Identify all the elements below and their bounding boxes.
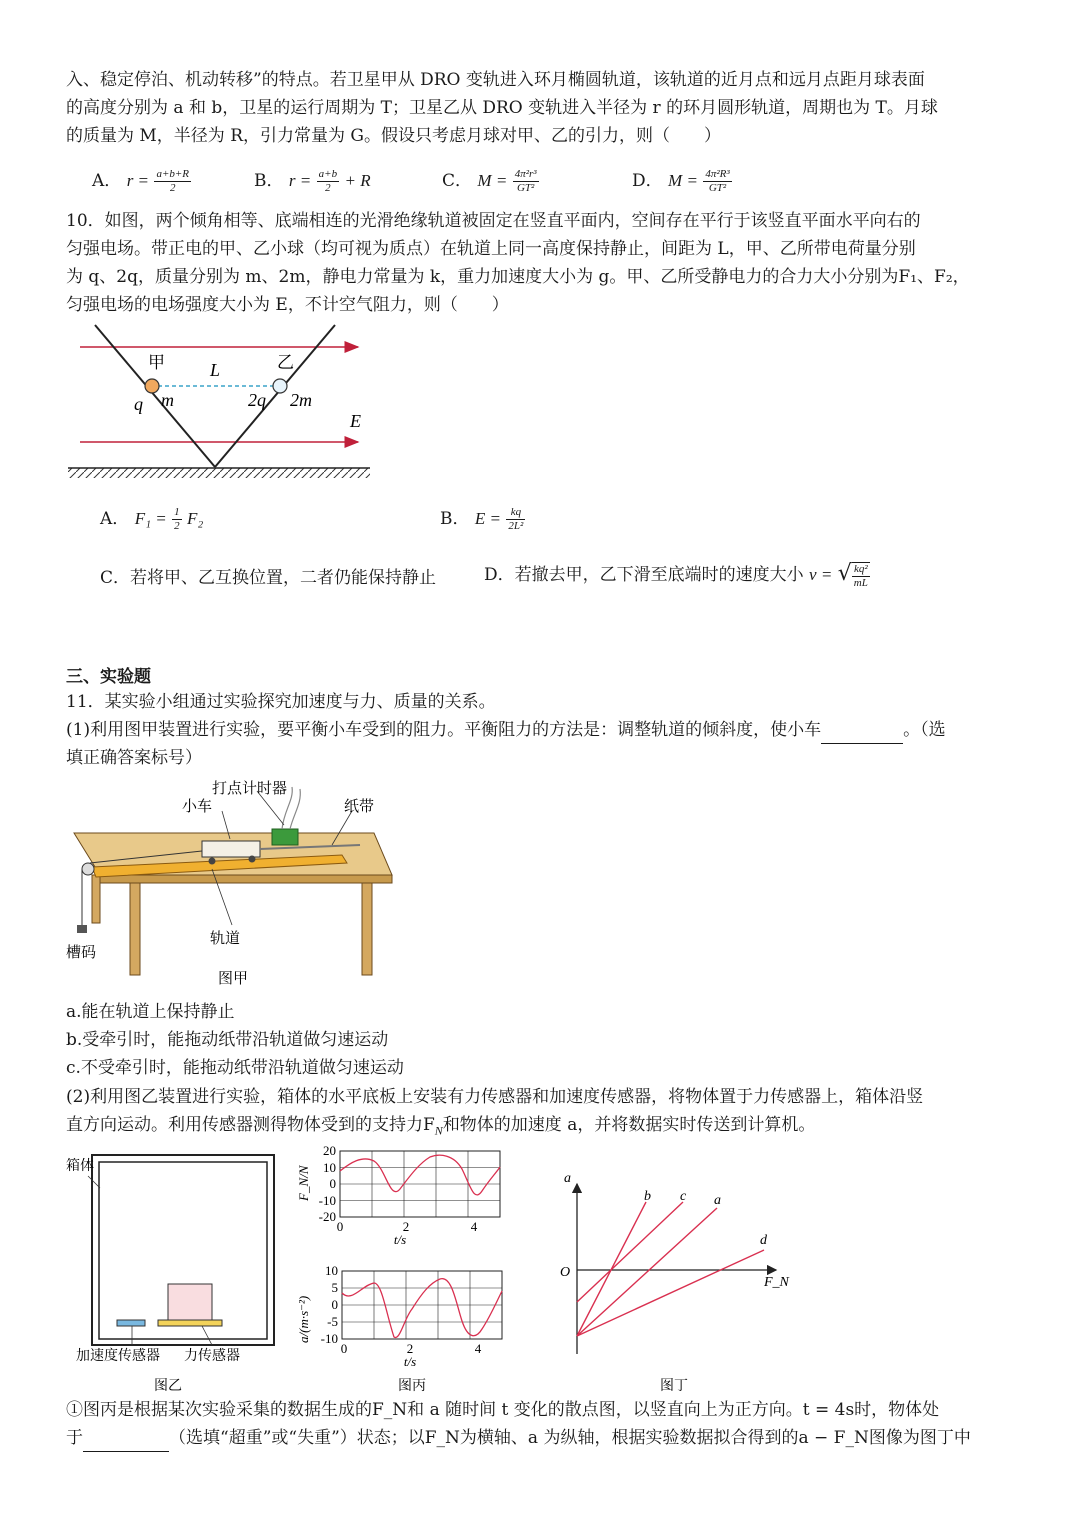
caption-bing: 图丙: [398, 1378, 426, 1394]
q9-line-1: 入、稳定停泊、机动转移”的特点。若卫星甲从 DRO 变轨进入环月椭圆轨道，该轨道的近月点和远月点距月球表面: [66, 70, 925, 90]
caption-ding: 图丁: [660, 1378, 688, 1394]
line-d: [577, 1250, 764, 1336]
label-track: 轨道: [210, 929, 241, 947]
ding-ylabel: a: [564, 1171, 571, 1186]
ground-hatch: [68, 468, 370, 478]
label-yi: 乙: [277, 353, 294, 373]
q10-option-a-fraction: $\frac{1}{2}$: [174, 506, 180, 532]
label-cart: 小车: [182, 797, 213, 815]
q9-option-d-fraction: $\frac{\text{4π²R³}}{\text{GT²}}$: [705, 168, 730, 194]
q11-intro: 11．某实验小组通过实验探究加速度与力、质量的关系。: [66, 692, 496, 712]
q11-part2-line2: 直方向运动。利用传感器测得物体受到的支持力$F_N$和物体的加速度 a，并将数据实时传送到计算机。: [66, 1115, 816, 1138]
label-force: 力传感器: [184, 1348, 240, 1364]
top-ytick-4: -10: [318, 1193, 336, 1208]
figure-bing: [290, 1143, 515, 1395]
line-a: [577, 1208, 717, 1336]
label-q: q: [134, 394, 143, 414]
choice-a[interactable]: a.能在轨道上保持静止: [66, 1002, 235, 1022]
bottom-ytick-4: -5: [327, 1314, 338, 1329]
label-box: 箱体: [66, 1158, 94, 1174]
top-xtick-2: 2: [402, 1219, 410, 1234]
table-leg-3: [92, 875, 100, 923]
label-L: L: [210, 360, 221, 380]
answer-blank-2[interactable]: [83, 1433, 169, 1452]
ding-xlabel: F_N: [764, 1275, 789, 1290]
pointer-box: [88, 1176, 100, 1188]
bottom-ytick-2: 5: [331, 1280, 338, 1295]
caption-jia: 图甲: [218, 969, 249, 987]
bottom-ylabel: a/(m·s⁻²): [296, 1295, 311, 1343]
q10-option-a[interactable]: A． F₁ = $\frac{1}{2}$ F₂: [100, 506, 204, 532]
q10-line-2: 匀强电场。带正电的甲、乙小球（均可视为质点）在轨道上同一高度保持静止，间距为 L，甲、乙所带电荷量分别: [66, 239, 916, 259]
section-heading: 三、实验题: [66, 667, 151, 687]
q9-option-a-fraction: $\frac{a+b+R}{2}$: [156, 168, 190, 194]
top-ylabel: F_N/N: [296, 1165, 311, 1201]
q9-option-a[interactable]: A． r = $\frac{a+b+R}{2}$: [92, 168, 190, 194]
figure-yi: [62, 1150, 282, 1395]
label-weight: 槽码: [66, 943, 97, 961]
q11-last-line-2: 于 （选填“超重”或“失重”）状态；以F_N为横轴、a 为纵轴，根据实验数据拟合得到的a − F_N图像为图丁中: [66, 1424, 971, 1452]
object: [168, 1284, 212, 1320]
table-leg-1: [130, 883, 140, 975]
bottom-ytick-3: 0: [331, 1297, 338, 1312]
q9-option-b[interactable]: B． r = $\frac{a+b}{2}$ + R: [254, 168, 371, 194]
q10-figure: [60, 320, 380, 490]
top-grid: [340, 1151, 500, 1217]
q9-line-2: 的高度分别为 a 和 b，卫星的运行周期为 T；卫星乙从 DRO 变轨进入半径为 r 的环月圆形轨道，周期也为 T。月球: [66, 98, 938, 118]
q9-option-c[interactable]: C． M = $\frac{\text{4π²r³}}{\text{GT²}}$: [442, 168, 537, 194]
bottom-xlabel: t/s: [403, 1354, 417, 1369]
choice-b[interactable]: b.受牵引时，能拖动纸带沿轨道做匀速运动: [66, 1030, 389, 1050]
q11-part2-line1: (2)利用图乙装置进行实验，箱体的水平底板上安装有力传感器和加速度传感器，将物体置于力传感器上，箱体沿竖: [66, 1087, 924, 1107]
q9-line-3: 的质量为 M，半径为 R，引力常量为 G。假设只考虑月球对甲、乙的引力，则（ ）: [66, 126, 721, 146]
cart: [202, 841, 260, 857]
cart-wheel-1: [209, 858, 216, 865]
top-ytick-5: -20: [318, 1209, 336, 1224]
label-line-d: d: [760, 1233, 767, 1248]
bottom-ytick-1: 10: [325, 1263, 338, 1278]
force-sensor: [158, 1320, 222, 1326]
label-timer: 打点计时器: [212, 779, 288, 797]
q10-line-4: 匀强电场的电场强度大小为 E，不计空气阻力，则（ ）: [66, 295, 509, 315]
q10-line-1: 10．如图，两个倾角相等、底端相连的光滑绝缘轨道被固定在竖直平面内，空间存在平行于该竖直平面水平向右的: [66, 211, 921, 231]
q11-last-line-1: ①图丙是根据某次实验采集的数据生成的F_N和 a 随时间 t 变化的散点图，以竖直向上为正方向。t = 4s时，物体处: [66, 1400, 940, 1420]
sqrt-sign: √: [837, 561, 852, 586]
cart-wheel-2: [249, 856, 256, 863]
ding-origin: O: [560, 1265, 571, 1280]
q10-line-3: 为 q、2q，质量分别为 m、2m，静电力常量为 k，重力加速度大小为 g。甲、乙所受静电力的合力大小分别为F₁、F₂，: [66, 267, 970, 287]
answer-blank-1[interactable]: [821, 725, 903, 744]
label-line-a: a: [714, 1193, 721, 1208]
q11-part1-line2: 填正确答案标号）: [66, 748, 202, 768]
q9-option-b-fraction: $\frac{a+b}{2}$: [318, 168, 338, 194]
bottom-yticks: [321, 1263, 338, 1346]
label-2q: 2q: [248, 390, 266, 410]
bottom-curve-a: [342, 1279, 502, 1338]
choice-c[interactable]: c.不受牵引时，能拖动纸带沿轨道做匀速运动: [66, 1058, 404, 1078]
label-tape: 纸带: [344, 797, 375, 815]
caption-yi: 图乙: [154, 1378, 182, 1394]
acc-sensor: [117, 1320, 145, 1326]
q10-option-d[interactable]: D．若撤去甲，乙下滑至底端时的速度大小 v = √ $\frac{\text{kq²}}{mL}$: [484, 561, 868, 589]
bottom-grid: [342, 1271, 502, 1339]
q10-option-d-fraction: $\frac{\text{kq²}}{mL}$: [853, 562, 868, 589]
top-curve-fn: [340, 1155, 500, 1195]
top-ytick-3: 0: [329, 1176, 336, 1191]
table-leg-2: [362, 883, 372, 975]
top-yticks: [319, 1143, 336, 1224]
label-jia: 甲: [148, 353, 165, 373]
top-xticks: [337, 1219, 478, 1234]
label-m: m: [161, 390, 174, 410]
q9-option-c-fraction: $\frac{\text{4π²r³}}{\text{GT²}}$: [514, 168, 537, 194]
figure-jia: [62, 775, 402, 990]
label-line-c: c: [680, 1189, 687, 1204]
timer: [272, 829, 298, 845]
weight: [77, 925, 87, 933]
ball-yi: [273, 379, 287, 393]
pointer-force: [202, 1326, 212, 1345]
bottom-ytick-5: -10: [320, 1331, 338, 1346]
label-line-b: b: [644, 1189, 651, 1204]
q10-option-b[interactable]: B． E = $\frac{kq}{\text{2L²}}$: [440, 506, 524, 532]
bottom-xtick-1: 0: [340, 1341, 348, 1356]
figure-ding: [550, 1162, 800, 1395]
q10-option-b-fraction: $\frac{kq}{\text{2L²}}$: [508, 506, 524, 532]
q9-option-d[interactable]: D． M = $\frac{\text{4π²R³}}{\text{GT²}}$: [632, 168, 730, 194]
ball-jia: [145, 379, 159, 393]
top-xtick-3: 4: [470, 1219, 478, 1234]
label-E: E: [350, 411, 361, 431]
top-xlabel: t/s: [393, 1232, 407, 1247]
pulley: [82, 863, 94, 875]
bottom-xtick-2: 2: [406, 1341, 414, 1356]
label-acc: 加速度传感器: [76, 1348, 160, 1364]
top-xtick-1: 0: [336, 1219, 344, 1234]
table-edge: [100, 875, 392, 883]
top-ytick-2: 10: [323, 1160, 336, 1175]
label-2m: 2m: [290, 390, 312, 410]
top-ytick-1: 20: [323, 1143, 336, 1158]
q11-part1-line1: (1)利用图甲装置进行实验，要平衡小车受到的阻力。平衡阻力的方法是：调整轨道的倾斜度，使小车 。（选: [66, 716, 946, 744]
q10-option-c[interactable]: C．若将甲、乙互换位置，二者仍能保持静止: [100, 568, 437, 588]
bottom-xtick-3: 4: [474, 1341, 482, 1356]
